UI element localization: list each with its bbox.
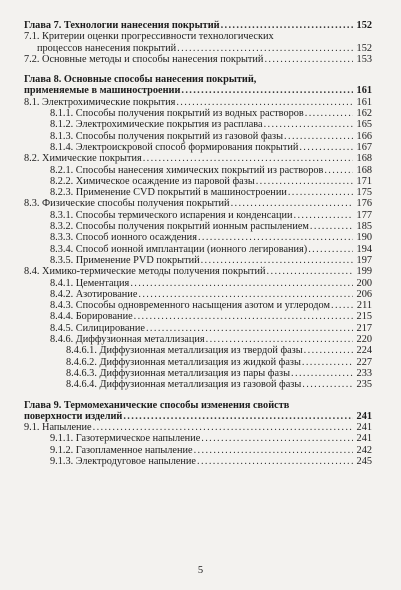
toc-entry[interactable]: 8.3.1. Способы термического испарения и конденсации . . . 177 xyxy=(24,210,372,221)
toc-entry-7-1-line1[interactable]: 7.1. Критерии оценки прогрессивности технологических xyxy=(24,31,274,43)
toc-entry[interactable]: 8.2.1. Способы нанесения химических покрытий из растворов . . . 168 xyxy=(24,165,372,176)
toc-entry[interactable]: 8.4.6.1. Диффузионная металлизация из твердой фазы . . . 224 xyxy=(24,345,372,356)
toc-section-8-4[interactable]: 8.4. Химико-термические методы получения покрытий . . . 199 xyxy=(24,266,372,277)
toc-entry[interactable]: 8.1.3. Способы получения покрытий из газовой фазы . . . 166 xyxy=(24,131,372,142)
toc-entry[interactable]: 9.1.2. Газопламенное напыление . . . 242 xyxy=(24,445,372,456)
page-number: 5 xyxy=(197,565,204,576)
toc-chapter-9[interactable]: поверхности изделий . . . 241 xyxy=(24,411,372,422)
toc-entry-7-2[interactable]: 7.2. Основные методы и способы нанесения покрытий . . . 153 xyxy=(24,54,372,65)
toc-section-8-3[interactable]: 8.3. Физические способы получения покрытий . . . 176 xyxy=(24,198,372,209)
toc-entry[interactable]: 8.4.6.2. Диффузионная металлизация из жидкой фазы . . . 227 xyxy=(24,357,372,368)
toc-entry-7-1[interactable]: процессов нанесения покрытий . . . 152 xyxy=(24,43,372,54)
toc-entry[interactable]: 8.4.1. Цементация . . . 200 xyxy=(24,278,372,289)
toc-entry[interactable]: 8.2.3. Применение CVD покрытий в машиностроении . . . 175 xyxy=(24,187,372,198)
toc-section-9-1[interactable]: 9.1. Напыление . . . 241 xyxy=(24,422,372,433)
toc-entry[interactable]: 9.1.3. Электродуговое напыление . . . 245 xyxy=(24,456,372,467)
toc-entry[interactable]: 8.4.2. Азотирование . . . 206 xyxy=(24,289,372,300)
table-of-contents xyxy=(24,20,372,467)
toc-entry[interactable]: 8.4.5. Силицирование . . . 217 xyxy=(24,323,372,334)
toc-entry[interactable]: 8.4.3. Способы одновременного насыщения азотом и углеродом . . . 211 xyxy=(24,300,372,311)
toc-chapter-8[interactable]: применяемые в машиностроении . . . 161 xyxy=(24,85,372,96)
toc-entry[interactable]: 8.1.2. Электрохимические покрытия из расплава . . . 165 xyxy=(24,119,372,130)
toc-chapter-9-line1[interactable]: Глава 9. Термомеханические способы изменения свойств xyxy=(24,399,290,411)
toc-section-8-1[interactable]: 8.1. Электрохимические покрытия . . . 161 xyxy=(24,97,372,108)
toc-chapter-8-line1[interactable]: Глава 8. Основные способы нанесения покрытий, xyxy=(24,74,257,86)
page-ref: 152 xyxy=(356,20,372,31)
toc-entry[interactable]: 8.3.5. Применение PVD покрытий . . . 197 xyxy=(24,255,372,266)
toc-entry[interactable]: 8.3.4. Способ ионной имплантации (ионного легирования) . . . 194 xyxy=(24,244,372,255)
toc-entry[interactable]: 8.1.1. Способы получения покрытий из водных растворов . . . 162 xyxy=(24,108,372,119)
toc-entry[interactable]: 8.1.4. Электроискровой способ формирования покрытий . . . 167 xyxy=(24,142,372,153)
toc-entry[interactable]: 8.4.6.4. Диффузионная металлизация из газовой фазы . . . 235 xyxy=(24,379,372,390)
toc-entry[interactable]: 8.3.3. Способ ионного осаждения . . . 190 xyxy=(24,232,372,243)
toc-entry[interactable]: 8.4.4. Борирование . . . 215 xyxy=(24,311,372,322)
toc-entry[interactable]: 8.3.2. Способы получения покрытий ионным распылением . . . 185 xyxy=(24,221,372,232)
toc-entry[interactable]: 8.4.6. Диффузионная металлизация . . . 220 xyxy=(24,334,372,345)
toc-chapter-7[interactable] xyxy=(24,20,372,31)
toc-entry[interactable]: 8.2.2. Химическое осаждение из паровой фазы . . . 171 xyxy=(24,176,372,187)
chapter-title: Глава 7. Технологии нанесения покрытий xyxy=(24,20,220,31)
toc-section-8-2[interactable]: 8.2. Химические покрытия . . . 168 xyxy=(24,153,372,164)
toc-entry[interactable]: 8.4.6.3. Диффузионная металлизация из пары фазы . . . 233 xyxy=(24,368,372,379)
toc-entry[interactable]: 9.1.1. Газотермическое напыление . . . 241 xyxy=(24,433,372,444)
